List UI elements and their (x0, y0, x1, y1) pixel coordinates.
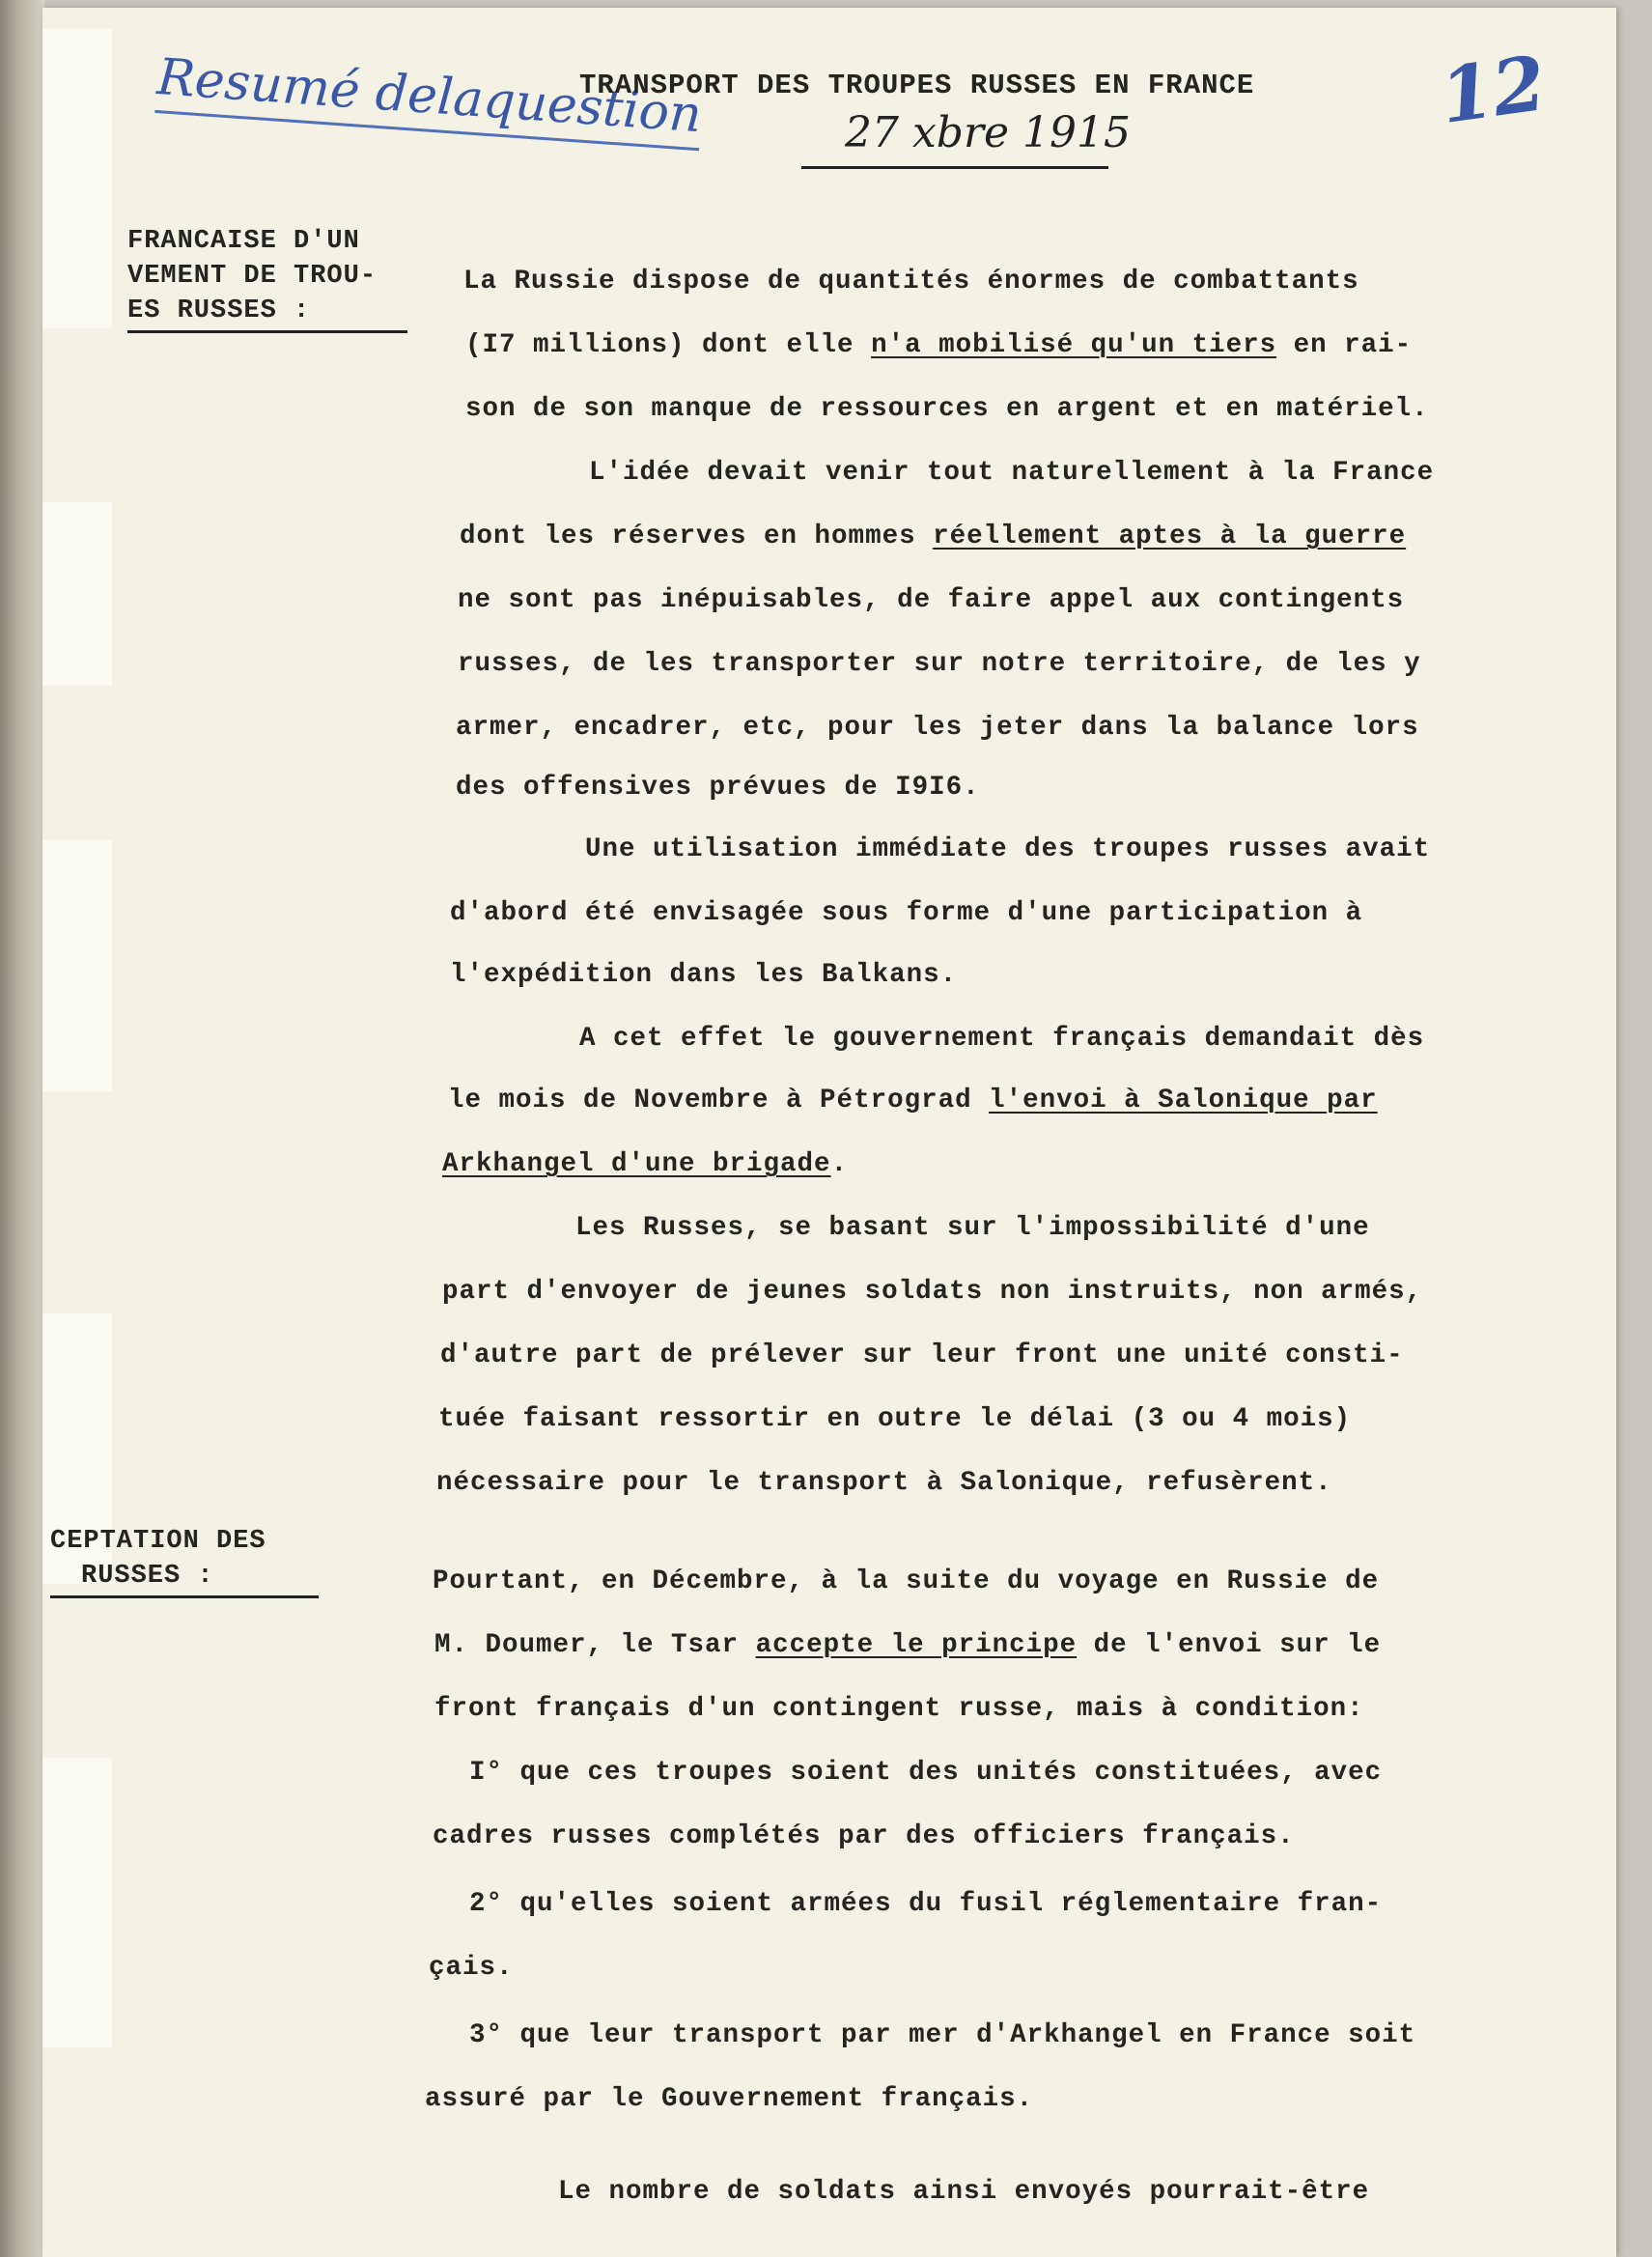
text-line: dont les réserves en hommes réellement aptes à la guerre (460, 522, 1407, 551)
torn-margin-strip (42, 502, 112, 686)
text-line: front français d'un contingent russe, mais à condition: (434, 1694, 1364, 1724)
text-line: son de son manque de ressources en argent et en matériel. (465, 394, 1429, 424)
margin-heading-underline (127, 330, 407, 333)
text-line: La Russie dispose de quantités énormes de combattants (463, 267, 1359, 296)
text-line: Arkhangel d'une brigade. (442, 1149, 849, 1179)
title-underline (801, 166, 1108, 169)
text-line: M. Doumer, le Tsar accepte le principe de l'envoi sur le (434, 1630, 1382, 1660)
underlined-phrase: n'a mobilisé qu'un tiers (871, 330, 1277, 360)
text-line: Les Russes, se basant sur l'impossibilité d'une (575, 1213, 1370, 1243)
torn-margin-strip (42, 840, 112, 1091)
text-line: d'abord été envisagée sous forme d'une participation à (450, 898, 1363, 928)
text-line: tuée faisant ressortir en outre le délai (3 ou 4 mois) (438, 1404, 1352, 1434)
margin-heading-proposal (127, 224, 407, 333)
text-line: Pourtant, en Décembre, à la suite du voyage en Russie de (433, 1566, 1380, 1596)
document-title: TRANSPORT DES TROUPES RUSSES EN FRANCE (579, 70, 1255, 101)
underlined-phrase: accepte le principe (755, 1630, 1078, 1660)
text-line: d'autre part de prélever sur leur front une unité consti- (440, 1340, 1404, 1370)
handwritten-date: 27 xbre 1915 (845, 108, 1131, 157)
text-line: russes, de les transporter sur notre territoire, de les y (458, 649, 1421, 679)
margin-heading-line: ES RUSSES : (127, 296, 311, 325)
margin-heading-line: VEMENT DE TROU- (127, 262, 378, 291)
margin-heading-line: FRANCAISE D'UN (127, 227, 360, 256)
text-line: Le nombre de soldats ainsi envoyés pourrait-être (558, 2177, 1370, 2207)
condition-line: 2° qu'elles soient armées du fusil réglementaire fran- (469, 1889, 1383, 1919)
underlined-phrase: réellement aptes à la guerre (933, 522, 1407, 551)
text-line: des offensives prévues de I9I6. (456, 773, 980, 803)
text-line: nécessaire pour le transport à Salonique, refusèrent. (436, 1468, 1332, 1498)
handwritten-note: Resumé delaquestion (154, 48, 703, 151)
text-line: part d'envoyer de jeunes soldats non instruits, non armés, (442, 1277, 1423, 1307)
text-line: armer, encadrer, etc, pour les jeter dans la balance lors (456, 713, 1419, 743)
margin-heading-line: CEPTATION DES (50, 1527, 266, 1556)
binder-edge (0, 0, 44, 2257)
text-line: (I7 millions) dont elle n'a mobilisé qu'un tiers en rai- (465, 330, 1413, 360)
text-line: Une utilisation immédiate des troupes russes avait (585, 834, 1431, 864)
underlined-phrase: l'envoi à Salonique par (989, 1086, 1378, 1115)
condition-line: cadres russes complétés par des officiers français. (433, 1821, 1295, 1851)
text-line: ne sont pas inépuisables, de faire appel aux contingents (458, 585, 1405, 615)
torn-margin-strip (42, 1758, 112, 2047)
margin-heading-line: RUSSES : (81, 1562, 214, 1591)
handwritten-page-number: 12 (1435, 39, 1552, 142)
text-line: L'idée devait venir tout naturellement à la France (589, 458, 1435, 488)
margin-heading-acceptance (50, 1524, 319, 1598)
condition-line: assuré par le Gouvernement français. (425, 2084, 1034, 2114)
text-line: A cet effet le gouvernement français demandait dès (579, 1024, 1425, 1054)
torn-margin-strip (42, 29, 112, 328)
text-line: l'expédition dans les Balkans. (450, 960, 958, 990)
margin-heading-underline (50, 1595, 319, 1598)
condition-line: I° que ces troupes soient des unités constituées, avec (469, 1758, 1383, 1788)
condition-line: 3° que leur transport par mer d'Arkhangel en France soit (469, 2020, 1416, 2050)
underlined-phrase: Arkhangel d'une brigade (442, 1149, 831, 1179)
text-line: le mois de Novembre à Pétrograd l'envoi à Salonique par (448, 1086, 1378, 1115)
condition-line: çais. (429, 1953, 514, 1983)
